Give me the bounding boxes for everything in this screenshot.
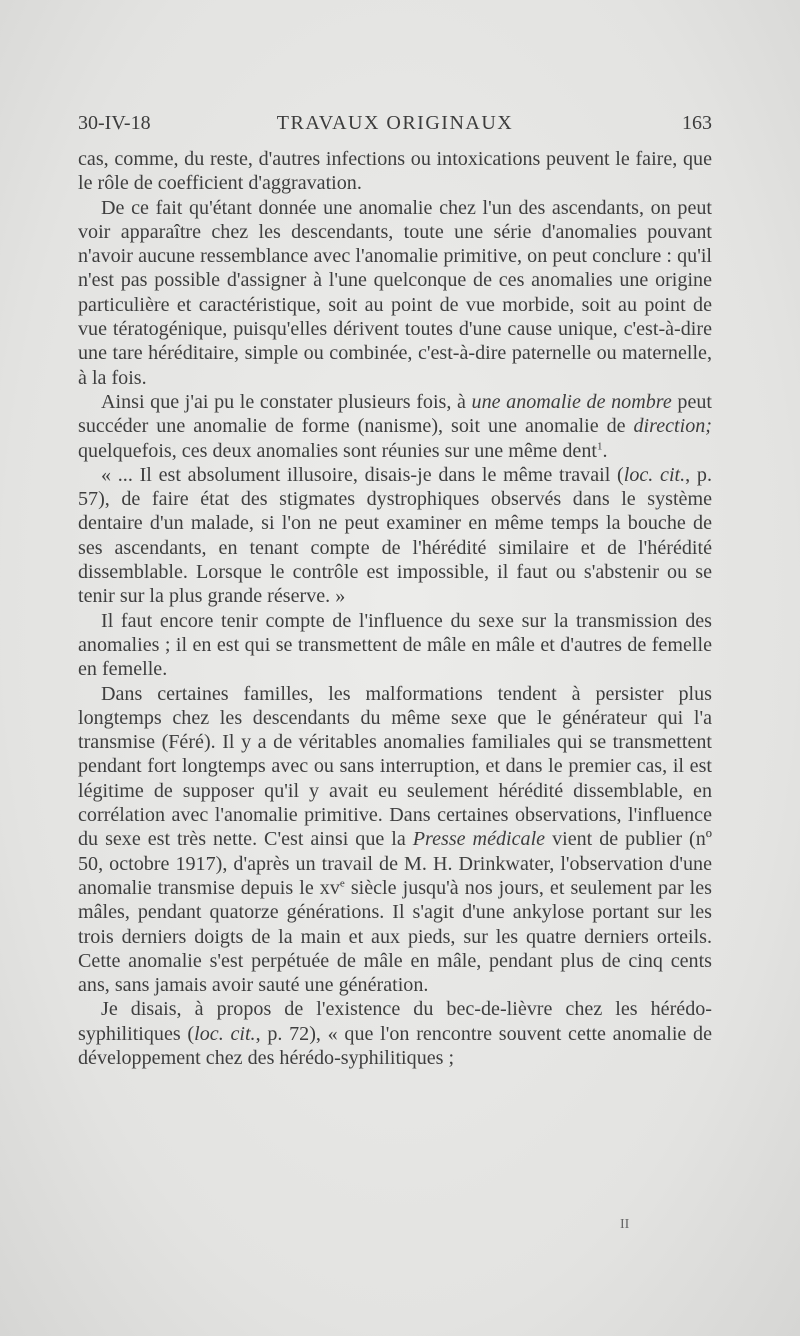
italic-text: une anomalie de nombre [471,390,672,413]
text-segment: siècle jusqu'à nos jours, et seulement par les mâles, pendant quatorze générations. Il s'agit d'une ankylose portant sur les trois derniers doigts de la main et aux pieds, sur les quatre derniers orteils. Cette anomalie s'est perpétuée de mâle en mâle, pendant plus de cinq cents ans, sans jamais avoir sauté une génération. [78,876,713,997]
text-segment: vient de publier (nº 50, octobre 1917), d'après un travail de M. H. Drinkwater, l'observation d'une anomalie transmise depuis le xv [78,828,713,899]
body-text [78,147,712,1070]
italic-text: Presse médicale [412,828,546,851]
paragraph [78,463,712,609]
text-segment: Ainsi que j'ai pu le constater plusieurs fois, à [101,390,472,413]
paragraph [78,997,712,1070]
text-segment: « ... Il est absolument illusoire, disais-je dans le même travail ( [101,463,624,486]
paragraph [78,609,712,682]
signature-mark: II [620,1217,630,1232]
text-segment: , p. 57), de faire état des stigmates dystrophiques observés dans le système dentaire d'un malade, si l'on ne peut examiner en même temps la bouche de ses ascendants, en tenant compte de l'hérédité similaire et de l'hérédité dissemblable. Lorsque le contrôle est impossible, il faut ou s'abstenir ou se tenir sur la plus grande réserve. » [78,463,712,608]
superscript: 1 [596,439,603,452]
header-section-title: TRAVAUX ORIGINAUX [276,112,514,134]
header-date: 30-IV-18 [78,112,151,134]
italic-text: direction; [633,415,712,438]
page-number: 163 [682,112,712,134]
paragraph [78,390,712,463]
text-segment: cas, comme, du reste, d'autres infections ou intoxications peuvent le faire, que le rôle de coefficient d'aggravation. [78,148,712,195]
text-segment: quelquefois, ces deux anomalies sont réunies sur une même dent [78,439,597,462]
text-segment: . [602,439,608,462]
text-segment: , p. 72), « que l'on rencontre souvent cette anomalie de développement chez des hérédo-syphilitiques ; [78,1022,713,1069]
text-segment: Dans certaines familles, les malformations tendent à persister plus longtemps chez les descendants du même sexe que le générateur qui l'a transmise (Féré). Il y a de véritables anomalies familiales qui se transmettent pendant fort longtemps avec ou sans interruption, et dans le premier cas, il est légitime de supposer qu'il y avait eu seulement hérédité dissemblable, en corrélation avec l'anomalie primitive. Dans certaines observations, l'influence du sexe est très nette. C'est ainsi que la [78,682,712,851]
text-segment: Il faut encore tenir compte de l'influence du sexe sur la transmission des anomalies ; il en est qui se transmettent de mâle en mâle et d'autres de femelle en femelle. [78,609,712,681]
superscript: e [339,877,345,890]
text-segment: De ce fait qu'étant donnée une anomalie chez l'un des ascendants, on peut voir apparaître chez les descendants, toute une série d'anomalies pouvant n'avoir aucune ressemblance avec l'anomalie primitive, on peut conclure : qu'il n'est pas possible d'assigner à l'une quelconque de ces anomalies une origine particulière et caractéristique, soit au point de vue morbide, soit au point de vue tératogénique, puisqu'elles dérivent toutes d'une cause unique, c'est-à-dire une tare héréditaire, simple ou combinée, c'est-à-dire paternelle ou maternelle, à la fois. [78,196,712,389]
paragraph [78,147,712,196]
paragraph [78,682,712,998]
text-segment: peut succéder une anomalie de forme (nanisme), soit une anomalie de [78,390,712,438]
running-header [78,112,712,142]
paragraph [78,196,712,390]
italic-text: loc. cit. [623,463,686,486]
italic-text: loc. cit. [194,1022,256,1045]
text-segment: Je disais, à propos de l'existence du bec-de-lièvre chez les hérédo-syphilitiques ( [78,998,712,1045]
